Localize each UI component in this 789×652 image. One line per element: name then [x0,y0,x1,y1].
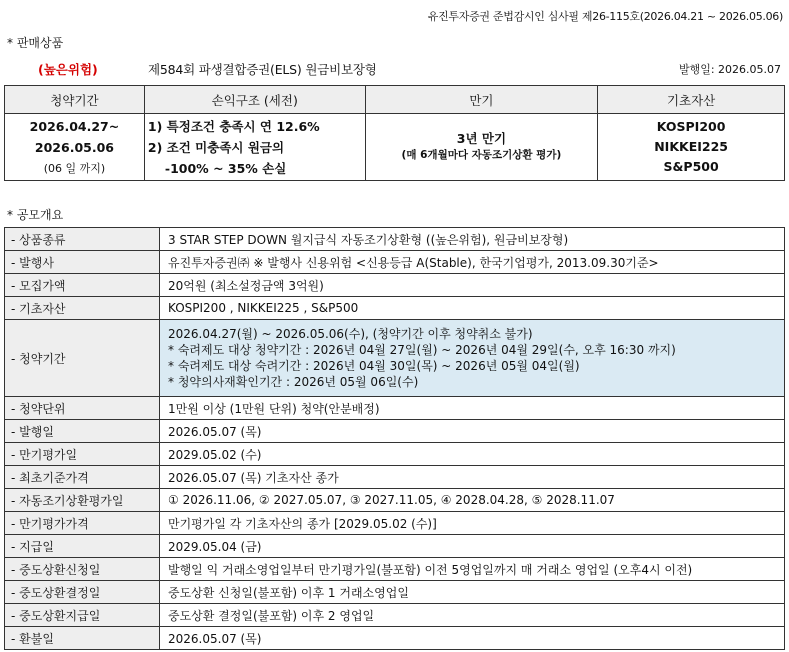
period-start: 2026.04.27~ [29,118,120,134]
row-label: - 자동조기상환평가일 [5,489,160,512]
header-period: 청약기간 [5,86,145,114]
row-value: 20억원 (최소설정금액 3억원) [160,274,785,297]
profit-loss-range: -100% ~ 35% 손실 [164,160,287,176]
row-value: 2026.05.07 (목) 기초자산 종가 [160,466,785,489]
profit-condition-1: 1) 특정조건 충족시 연 12.6% [147,118,320,134]
summary-header-row [5,86,785,114]
sale-section-title: * 판매상품 [7,36,64,50]
product-row [0,60,789,78]
row-value: 중도상환 신청일(불포함) 이후 1 거래소영업일 [160,581,785,604]
cooling-off-period: * 숙려제도 대상 숙려기간 : 2026년 04월 30일(목) ~ 2026년 05월 04일(월) [168,359,580,373]
table-row [5,627,785,650]
row-value: 중도상환 결정일(불포함) 이후 2 영업일 [160,604,785,627]
table-row [5,466,785,489]
subscription-period-row [5,320,785,397]
subscription-period-value [160,320,785,397]
table-row [5,274,785,297]
table-row [5,443,785,466]
row-label: - 중도상환지급일 [5,604,160,627]
profit-cell [144,114,365,181]
underlying-asset: NIKKEI225 [654,139,728,154]
summary-value-row [5,114,785,181]
profit-condition-2: 2) 조건 미충족시 원금의 [147,139,285,155]
compliance-note: 유진투자증권 준법감시인 심사필 제26-115호(2026.04.21 ~ 2026.05.06) [427,10,783,23]
maturity-note: (매 6개월마다 자동조기상환 평가) [401,149,562,161]
table-row [5,535,785,558]
header-underlying: 기초자산 [598,86,785,114]
underlying-asset: KOSPI200 [656,119,726,134]
table-row [5,489,785,512]
table-row [5,512,785,535]
subscription-dates: 2026.04.27(월) ~ 2026.05.06(수), (청약기간 이후 청약취소 불가) [168,327,533,341]
header-profit: 손익구조 (세전) [144,86,365,114]
row-label: - 기초자산 [5,297,160,320]
row-value: 3 STAR STEP DOWN 월지급식 자동조기상환형 ((높은위험), 원금비보장형) [160,228,785,251]
summary-table [4,85,785,181]
row-label: - 청약단위 [5,397,160,420]
reconfirmation-period: * 청약의사재확인기간 : 2026년 05월 06일(수) [168,375,419,389]
row-label: - 상품종류 [5,228,160,251]
maturity-cell [365,114,598,181]
row-label: - 지급일 [5,535,160,558]
offering-table [4,227,785,650]
issue-date-label: 발행일: 2026.05.07 [678,63,781,76]
table-row [5,581,785,604]
row-label: - 발행사 [5,251,160,274]
row-label: - 최초기준가격 [5,466,160,489]
row-label: - 만기평가일 [5,443,160,466]
row-value: 발행일 익 거래소영업일부터 만기평가일(불포함) 이전 5영업일까지 매 거래소 영업일 (오후4시 이전) [160,558,785,581]
table-row [5,420,785,443]
offering-section-title: * 공모개요 [7,208,64,222]
period-note: (06 일 까지) [43,161,106,175]
row-value: 2026.05.07 (목) [160,420,785,443]
row-value: 유진투자증권㈜ ※ 발행사 신용위험 <신용등급 A(Stable), 한국기업평가, 2013.09.30기준> [160,251,785,274]
row-value: ① 2026.11.06, ② 2027.05.07, ③ 2027.11.05, ④ 2028.04.28, ⑤ 2028.11.07 [160,489,785,512]
table-row [5,228,785,251]
underlying-cell [598,114,785,181]
row-label: - 중도상환신청일 [5,558,160,581]
cooling-off-subscription: * 숙려제도 대상 청약기간 : 2026년 04월 27일(월) ~ 2026년 04월 29일(수, 오후 16:30 까지) [168,343,676,357]
product-name: 제584회 파생결합증권(ELS) 원금비보장형 [148,62,377,77]
maturity-term: 3년 만기 [456,131,507,146]
table-row [5,251,785,274]
row-value: 만기평가일 각 기초자산의 종가 [2029.05.02 (수)] [160,512,785,535]
row-label: - 중도상환결정일 [5,581,160,604]
table-row [5,397,785,420]
period-cell [5,114,145,181]
row-value: 1만원 이상 (1만원 단위) 청약(안분배정) [160,397,785,420]
row-label: - 청약기간 [5,320,160,397]
header-maturity: 만기 [365,86,598,114]
row-label: - 만기평가가격 [5,512,160,535]
row-value: KOSPI200 , NIKKEI225 , S&P500 [160,297,785,320]
underlying-asset: S&P500 [663,159,719,174]
row-value: 2026.05.07 (목) [160,627,785,650]
period-end: 2026.05.06 [34,139,114,155]
row-label: - 발행일 [5,420,160,443]
row-value: 2029.05.04 (금) [160,535,785,558]
table-row [5,604,785,627]
row-label: - 모집가액 [5,274,160,297]
row-value: 2029.05.02 (수) [160,443,785,466]
risk-label: (높은위험) [38,62,98,77]
table-row [5,558,785,581]
row-label: - 환불일 [5,627,160,650]
table-row [5,297,785,320]
